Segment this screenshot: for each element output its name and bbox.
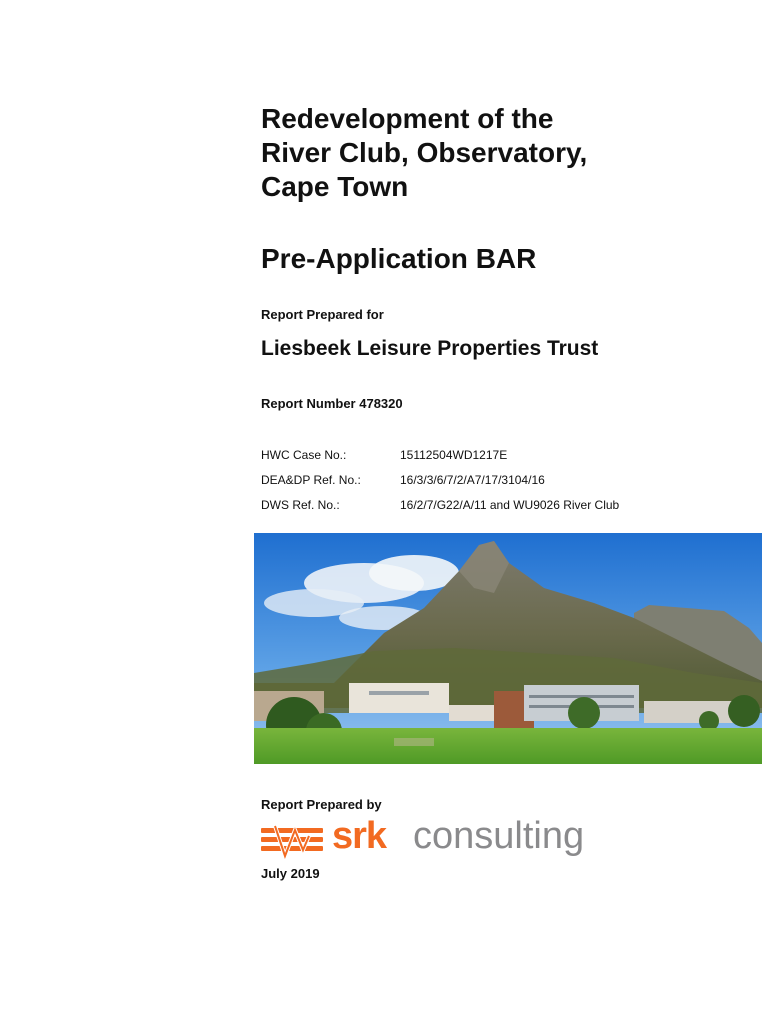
- report-title: [261, 102, 741, 204]
- report-date: July 2019: [261, 866, 320, 881]
- logo-suffix-text: consulting: [413, 815, 585, 857]
- mountain-landscape-image: [254, 533, 762, 764]
- reference-value: 16/3/3/6/7/2/A7/17/3104/16: [400, 472, 545, 487]
- prepared-for-label: Report Prepared for: [261, 307, 384, 322]
- title-line-3: Cape Town: [261, 171, 409, 202]
- reference-label: HWC Case No.:: [261, 447, 347, 462]
- reference-table: [261, 442, 619, 517]
- reference-row: [261, 442, 619, 467]
- reference-label: DEA&DP Ref. No.:: [261, 472, 361, 487]
- reference-row: [261, 492, 619, 517]
- report-number: Report Number 478320: [261, 396, 403, 411]
- reference-value: 16/2/7/G22/A/11 and WU9026 River Club: [400, 497, 620, 512]
- cover-photo: [254, 533, 762, 764]
- reference-value: 15112504WD1217E: [400, 447, 508, 462]
- report-subtitle: Pre-Application BAR: [261, 243, 537, 274]
- srk-logo-icon: [261, 822, 323, 860]
- srk-consulting-logo: [261, 815, 611, 862]
- title-line-1: Redevelopment of the: [261, 103, 554, 134]
- reference-label: DWS Ref. No.:: [261, 497, 340, 512]
- reference-row: [261, 467, 619, 492]
- title-line-2: River Club, Observatory,: [261, 137, 588, 168]
- logo-brand-text: srk: [332, 815, 387, 857]
- client-name: Liesbeek Leisure Properties Trust: [261, 337, 599, 360]
- prepared-by-label: Report Prepared by: [261, 797, 382, 812]
